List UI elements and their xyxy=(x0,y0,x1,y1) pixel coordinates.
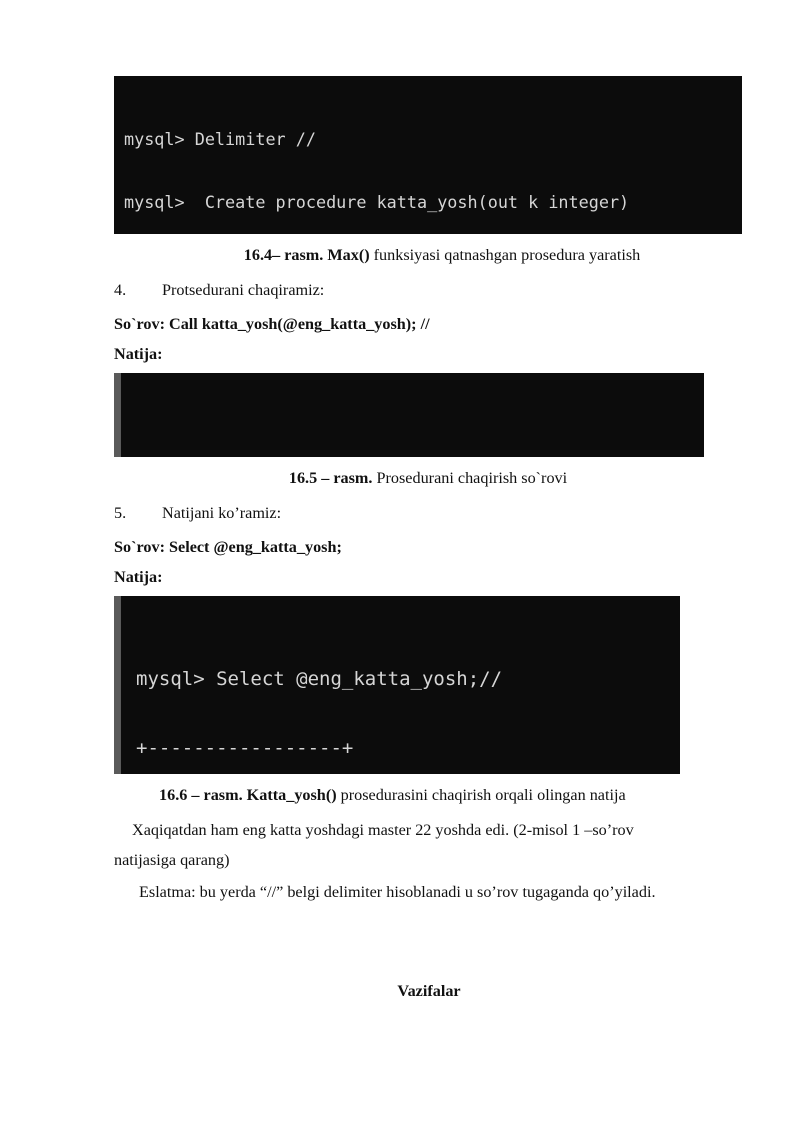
terminal-screenshot-call-procedure xyxy=(114,373,704,457)
figure-caption-16-4 xyxy=(0,245,800,265)
figure-caption-16-6 xyxy=(159,785,626,805)
step-number: 4. xyxy=(114,281,127,299)
step-number: 5. xyxy=(114,504,127,522)
caption-text: prosedurasini chaqirish orqali olingan natija xyxy=(336,786,626,804)
terminal-line: mysql> Delimiter // xyxy=(124,129,316,149)
terminal-line: mysql> Create procedure katta_yosh(out k integer) xyxy=(124,192,630,212)
result-label: Natija: xyxy=(114,345,163,363)
step-text: Natijani ko’ramiz: xyxy=(162,504,282,522)
terminal-screenshot-select-result xyxy=(114,596,680,774)
figure-caption-16-5 xyxy=(0,468,800,488)
result-label: Natija: xyxy=(114,568,163,586)
terminal-line: mysql> Select @eng_katta_yosh;// xyxy=(136,667,503,690)
query-line: So`rov: Call katta_yosh(@eng_katta_yosh); // xyxy=(114,315,430,333)
caption-label: 16.6 – rasm. Katta_yosh() xyxy=(159,786,337,804)
terminal-screenshot-create-procedure xyxy=(114,76,742,234)
terminal-edge xyxy=(114,596,121,774)
caption-text: funksiyasi qatnashgan prosedura yaratish xyxy=(369,246,641,264)
note-paragraph: Eslatma: bu yerda “//” belgi delimiter hisoblanadi u so’rov tugaganda qo’yiladi. xyxy=(139,883,656,901)
section-heading: Vazifalar xyxy=(397,982,461,1000)
query-line: So`rov: Select @eng_katta_yosh; xyxy=(114,538,342,556)
caption-label: 16.4– rasm. Max() xyxy=(243,246,370,264)
terminal-edge xyxy=(114,373,121,457)
paragraph-line: Xaqiqatdan ham eng katta yoshdagi master 22 yoshda edi. (2-misol 1 –so’rov xyxy=(132,821,634,839)
step-text: Protsedurani chaqiramiz: xyxy=(162,281,325,299)
paragraph-line: natijasiga qarang) xyxy=(114,851,230,869)
caption-label: 16.5 – rasm. xyxy=(288,469,373,487)
caption-text: Prosedurani chaqirish so`rovi xyxy=(372,469,568,487)
terminal-line: +-----------------+ xyxy=(136,737,354,760)
